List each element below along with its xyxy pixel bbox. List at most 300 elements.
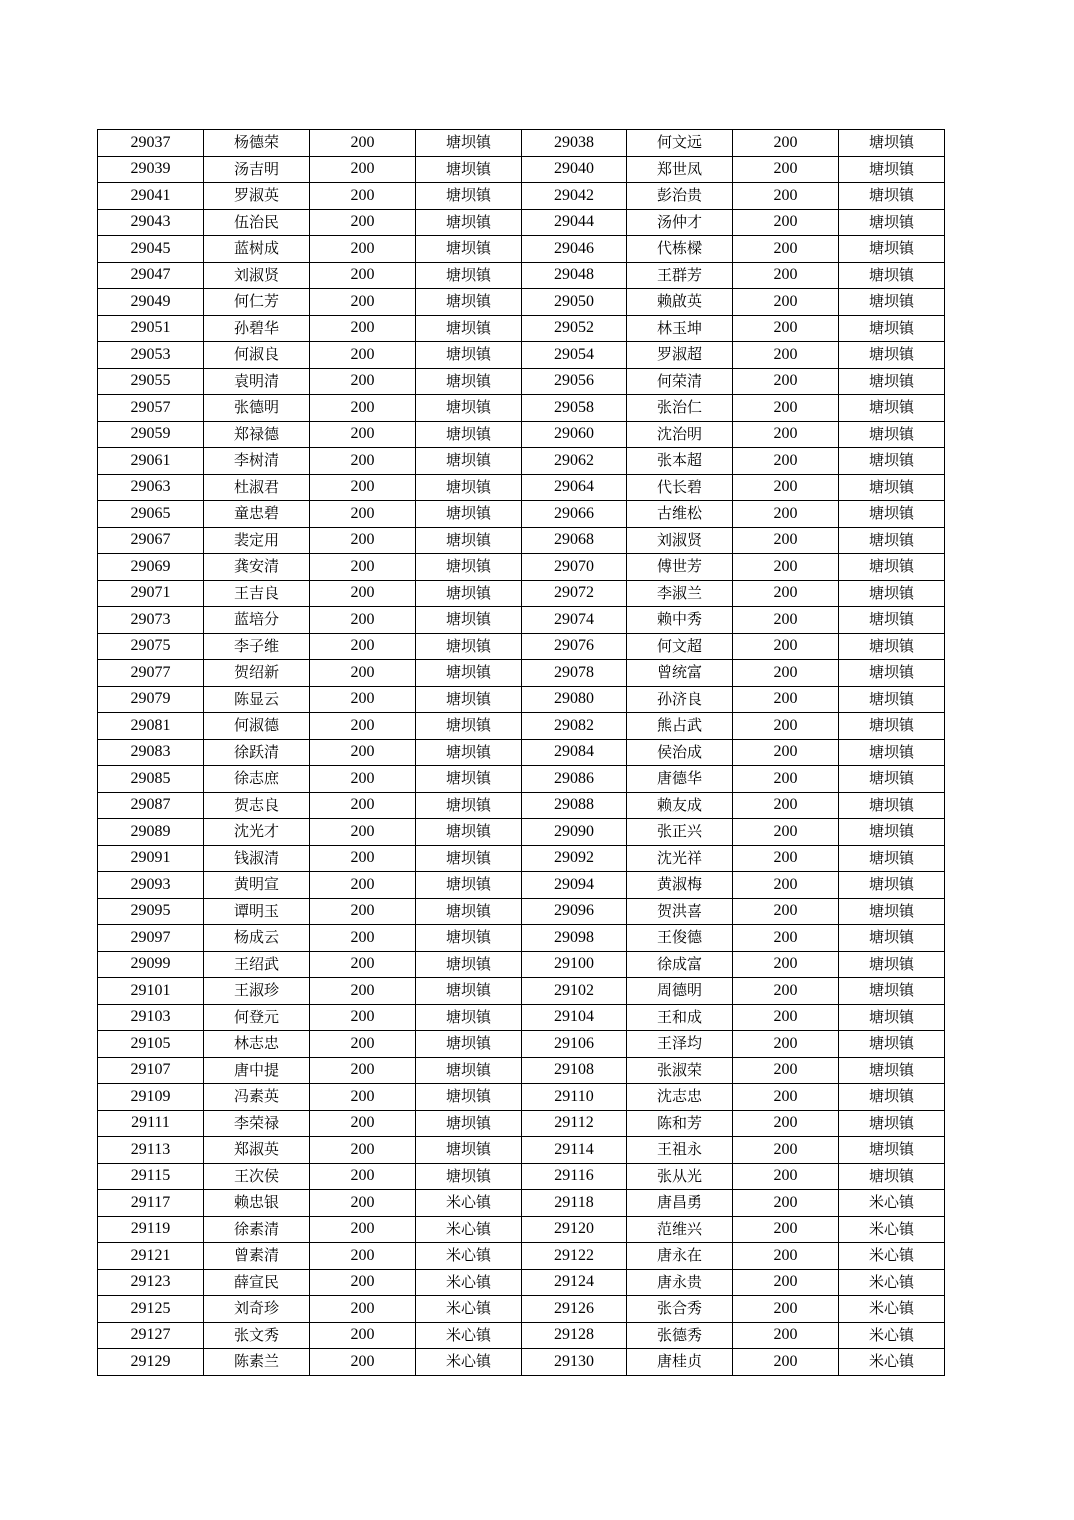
name-cell: 王祖永 [627, 1137, 733, 1164]
id-cell: 29075 [98, 633, 204, 660]
id-cell: 29081 [98, 713, 204, 740]
amount-cell: 200 [310, 1190, 416, 1217]
id-cell: 29124 [522, 1269, 627, 1296]
name-cell: 童忠碧 [204, 501, 310, 528]
id-cell: 29095 [98, 898, 204, 925]
name-cell: 杜淑君 [204, 474, 310, 501]
table-row [98, 368, 945, 395]
id-cell: 29105 [98, 1031, 204, 1058]
name-cell: 杨成云 [204, 925, 310, 952]
id-cell: 29074 [522, 607, 627, 634]
id-cell: 29085 [98, 766, 204, 793]
table-row [98, 580, 945, 607]
town-cell: 塘坝镇 [416, 739, 522, 766]
town-cell: 塘坝镇 [416, 1057, 522, 1084]
amount-cell: 200 [310, 183, 416, 210]
amount-cell: 200 [310, 368, 416, 395]
amount-cell: 200 [310, 342, 416, 369]
name-cell: 袁明清 [204, 368, 310, 395]
table-row [98, 1349, 945, 1376]
name-cell: 王群芳 [627, 262, 733, 289]
table-row [98, 289, 945, 316]
amount-cell: 200 [733, 739, 839, 766]
id-cell: 29056 [522, 368, 627, 395]
id-cell: 29071 [98, 580, 204, 607]
town-cell: 米心镇 [839, 1243, 945, 1270]
town-cell: 塘坝镇 [839, 156, 945, 183]
town-cell: 塘坝镇 [839, 713, 945, 740]
name-cell: 何淑德 [204, 713, 310, 740]
town-cell: 塘坝镇 [839, 262, 945, 289]
table-body [98, 130, 945, 1376]
table-row [98, 686, 945, 713]
amount-cell: 200 [310, 1163, 416, 1190]
table-row [98, 183, 945, 210]
amount-cell: 200 [733, 872, 839, 899]
id-cell: 29118 [522, 1190, 627, 1217]
id-cell: 29048 [522, 262, 627, 289]
table-row [98, 421, 945, 448]
town-cell: 塘坝镇 [416, 978, 522, 1005]
amount-cell: 200 [733, 951, 839, 978]
town-cell: 塘坝镇 [416, 474, 522, 501]
name-cell: 曾素清 [204, 1243, 310, 1270]
amount-cell: 200 [310, 209, 416, 236]
name-cell: 蓝树成 [204, 236, 310, 263]
town-cell: 米心镇 [416, 1322, 522, 1349]
table-row [98, 448, 945, 475]
id-cell: 29093 [98, 872, 204, 899]
amount-cell: 200 [733, 501, 839, 528]
town-cell: 米心镇 [839, 1190, 945, 1217]
town-cell: 塘坝镇 [416, 527, 522, 554]
amount-cell: 200 [733, 1322, 839, 1349]
town-cell: 塘坝镇 [839, 1110, 945, 1137]
town-cell: 塘坝镇 [839, 395, 945, 422]
amount-cell: 200 [310, 1216, 416, 1243]
amount-cell: 200 [310, 1137, 416, 1164]
amount-cell: 200 [733, 368, 839, 395]
amount-cell: 200 [733, 898, 839, 925]
name-cell: 何文远 [627, 130, 733, 157]
table-row [98, 527, 945, 554]
name-cell: 沈光才 [204, 819, 310, 846]
name-cell: 赖中秀 [627, 607, 733, 634]
town-cell: 塘坝镇 [416, 209, 522, 236]
table-row [98, 713, 945, 740]
amount-cell: 200 [310, 607, 416, 634]
amount-cell: 200 [310, 1296, 416, 1323]
id-cell: 29044 [522, 209, 627, 236]
id-cell: 29089 [98, 819, 204, 846]
town-cell: 塘坝镇 [839, 474, 945, 501]
amount-cell: 200 [733, 130, 839, 157]
name-cell: 刘淑贤 [627, 527, 733, 554]
name-cell: 唐永在 [627, 1243, 733, 1270]
town-cell: 塘坝镇 [839, 845, 945, 872]
amount-cell: 200 [733, 156, 839, 183]
name-cell: 伍治民 [204, 209, 310, 236]
amount-cell: 200 [310, 580, 416, 607]
town-cell: 塘坝镇 [416, 766, 522, 793]
id-cell: 29086 [522, 766, 627, 793]
id-cell: 29072 [522, 580, 627, 607]
id-cell: 29116 [522, 1163, 627, 1190]
amount-cell: 200 [310, 448, 416, 475]
id-cell: 29098 [522, 925, 627, 952]
amount-cell: 200 [733, 686, 839, 713]
name-cell: 张治仁 [627, 395, 733, 422]
name-cell: 郑禄德 [204, 421, 310, 448]
amount-cell: 200 [733, 236, 839, 263]
id-cell: 29051 [98, 315, 204, 342]
amount-cell: 200 [733, 1110, 839, 1137]
name-cell: 张淑荣 [627, 1057, 733, 1084]
id-cell: 29058 [522, 395, 627, 422]
town-cell: 塘坝镇 [416, 421, 522, 448]
id-cell: 29037 [98, 130, 204, 157]
name-cell: 孙济良 [627, 686, 733, 713]
table-row [98, 1057, 945, 1084]
table-row [98, 501, 945, 528]
town-cell: 塘坝镇 [416, 262, 522, 289]
name-cell: 贺洪喜 [627, 898, 733, 925]
id-cell: 29043 [98, 209, 204, 236]
town-cell: 塘坝镇 [416, 1110, 522, 1137]
name-cell: 张从光 [627, 1163, 733, 1190]
table-row [98, 925, 945, 952]
amount-cell: 200 [733, 1163, 839, 1190]
town-cell: 塘坝镇 [839, 819, 945, 846]
town-cell: 塘坝镇 [416, 342, 522, 369]
town-cell: 塘坝镇 [416, 951, 522, 978]
town-cell: 塘坝镇 [839, 766, 945, 793]
id-cell: 29109 [98, 1084, 204, 1111]
id-cell: 29113 [98, 1137, 204, 1164]
table-row [98, 1031, 945, 1058]
id-cell: 29106 [522, 1031, 627, 1058]
amount-cell: 200 [310, 236, 416, 263]
amount-cell: 200 [733, 1349, 839, 1376]
amount-cell: 200 [733, 1137, 839, 1164]
name-cell: 徐跃清 [204, 739, 310, 766]
amount-cell: 200 [733, 1031, 839, 1058]
town-cell: 塘坝镇 [416, 898, 522, 925]
amount-cell: 200 [733, 395, 839, 422]
name-cell: 张德秀 [627, 1322, 733, 1349]
table-row [98, 660, 945, 687]
town-cell: 米心镇 [416, 1216, 522, 1243]
id-cell: 29054 [522, 342, 627, 369]
table-row [98, 898, 945, 925]
amount-cell: 200 [310, 1349, 416, 1376]
town-cell: 塘坝镇 [416, 872, 522, 899]
amount-cell: 200 [733, 792, 839, 819]
amount-cell: 200 [310, 1084, 416, 1111]
id-cell: 29038 [522, 130, 627, 157]
name-cell: 刘奇珍 [204, 1296, 310, 1323]
id-cell: 29041 [98, 183, 204, 210]
amount-cell: 200 [733, 1216, 839, 1243]
id-cell: 29053 [98, 342, 204, 369]
town-cell: 塘坝镇 [416, 236, 522, 263]
name-cell: 何仁芳 [204, 289, 310, 316]
table-row [98, 792, 945, 819]
town-cell: 塘坝镇 [416, 1004, 522, 1031]
town-cell: 塘坝镇 [839, 1137, 945, 1164]
town-cell: 塘坝镇 [839, 607, 945, 634]
name-cell: 唐德华 [627, 766, 733, 793]
town-cell: 米心镇 [416, 1243, 522, 1270]
name-cell: 陈素兰 [204, 1349, 310, 1376]
amount-cell: 200 [733, 448, 839, 475]
town-cell: 塘坝镇 [839, 1031, 945, 1058]
id-cell: 29068 [522, 527, 627, 554]
amount-cell: 200 [733, 183, 839, 210]
name-cell: 林玉坤 [627, 315, 733, 342]
table-row [98, 130, 945, 157]
amount-cell: 200 [733, 925, 839, 952]
id-cell: 29049 [98, 289, 204, 316]
id-cell: 29096 [522, 898, 627, 925]
town-cell: 塘坝镇 [416, 448, 522, 475]
table-row [98, 554, 945, 581]
town-cell: 塘坝镇 [839, 580, 945, 607]
name-cell: 汤吉明 [204, 156, 310, 183]
id-cell: 29125 [98, 1296, 204, 1323]
name-cell: 郑淑英 [204, 1137, 310, 1164]
table-row [98, 315, 945, 342]
id-cell: 29046 [522, 236, 627, 263]
id-cell: 29099 [98, 951, 204, 978]
town-cell: 塘坝镇 [416, 660, 522, 687]
table-row [98, 1243, 945, 1270]
name-cell: 王俊德 [627, 925, 733, 952]
name-cell: 徐志庶 [204, 766, 310, 793]
amount-cell: 200 [733, 554, 839, 581]
table-row [98, 262, 945, 289]
town-cell: 塘坝镇 [416, 819, 522, 846]
amount-cell: 200 [310, 925, 416, 952]
town-cell: 塘坝镇 [416, 395, 522, 422]
town-cell: 塘坝镇 [839, 1057, 945, 1084]
id-cell: 29061 [98, 448, 204, 475]
amount-cell: 200 [733, 660, 839, 687]
amount-cell: 200 [310, 1031, 416, 1058]
amount-cell: 200 [310, 527, 416, 554]
name-cell: 何荣清 [627, 368, 733, 395]
id-cell: 29060 [522, 421, 627, 448]
name-cell: 张德明 [204, 395, 310, 422]
table-row [98, 819, 945, 846]
town-cell: 塘坝镇 [839, 925, 945, 952]
table-row [98, 1110, 945, 1137]
id-cell: 29077 [98, 660, 204, 687]
name-cell: 王泽均 [627, 1031, 733, 1058]
town-cell: 米心镇 [839, 1216, 945, 1243]
id-cell: 29070 [522, 554, 627, 581]
name-cell: 徐成富 [627, 951, 733, 978]
name-cell: 贺绍新 [204, 660, 310, 687]
id-cell: 29080 [522, 686, 627, 713]
name-cell: 彭治贵 [627, 183, 733, 210]
amount-cell: 200 [310, 1004, 416, 1031]
town-cell: 塘坝镇 [839, 739, 945, 766]
id-cell: 29122 [522, 1243, 627, 1270]
amount-cell: 200 [733, 607, 839, 634]
name-cell: 蓝培分 [204, 607, 310, 634]
table-row [98, 1190, 945, 1217]
id-cell: 29127 [98, 1322, 204, 1349]
name-cell: 王次侯 [204, 1163, 310, 1190]
name-cell: 杨德荣 [204, 130, 310, 157]
name-cell: 唐桂贞 [627, 1349, 733, 1376]
amount-cell: 200 [733, 474, 839, 501]
id-cell: 29082 [522, 713, 627, 740]
id-cell: 29076 [522, 633, 627, 660]
name-cell: 王和成 [627, 1004, 733, 1031]
amount-cell: 200 [310, 554, 416, 581]
id-cell: 29103 [98, 1004, 204, 1031]
table-row [98, 1163, 945, 1190]
table-row [98, 1269, 945, 1296]
town-cell: 塘坝镇 [416, 1163, 522, 1190]
town-cell: 塘坝镇 [839, 1004, 945, 1031]
amount-cell: 200 [310, 766, 416, 793]
data-table [97, 129, 945, 1376]
amount-cell: 200 [310, 289, 416, 316]
id-cell: 29063 [98, 474, 204, 501]
amount-cell: 200 [733, 713, 839, 740]
name-cell: 张文秀 [204, 1322, 310, 1349]
table-row [98, 1004, 945, 1031]
name-cell: 罗淑超 [627, 342, 733, 369]
table-row [98, 739, 945, 766]
name-cell: 黄淑梅 [627, 872, 733, 899]
table-row [98, 209, 945, 236]
id-cell: 29057 [98, 395, 204, 422]
name-cell: 沈志忠 [627, 1084, 733, 1111]
amount-cell: 200 [310, 898, 416, 925]
id-cell: 29120 [522, 1216, 627, 1243]
town-cell: 米心镇 [416, 1349, 522, 1376]
id-cell: 29088 [522, 792, 627, 819]
amount-cell: 200 [310, 872, 416, 899]
amount-cell: 200 [733, 1057, 839, 1084]
town-cell: 塘坝镇 [416, 713, 522, 740]
table-row [98, 766, 945, 793]
amount-cell: 200 [733, 978, 839, 1005]
town-cell: 塘坝镇 [839, 368, 945, 395]
name-cell: 郑世凤 [627, 156, 733, 183]
town-cell: 塘坝镇 [416, 792, 522, 819]
town-cell: 米心镇 [839, 1296, 945, 1323]
name-cell: 王淑珍 [204, 978, 310, 1005]
name-cell: 周德明 [627, 978, 733, 1005]
name-cell: 侯治成 [627, 739, 733, 766]
amount-cell: 200 [310, 739, 416, 766]
name-cell: 谭明玉 [204, 898, 310, 925]
id-cell: 29066 [522, 501, 627, 528]
town-cell: 塘坝镇 [839, 660, 945, 687]
id-cell: 29055 [98, 368, 204, 395]
id-cell: 29084 [522, 739, 627, 766]
name-cell: 钱淑清 [204, 845, 310, 872]
id-cell: 29097 [98, 925, 204, 952]
name-cell: 张本超 [627, 448, 733, 475]
amount-cell: 200 [310, 501, 416, 528]
amount-cell: 200 [310, 633, 416, 660]
id-cell: 29094 [522, 872, 627, 899]
name-cell: 陈显云 [204, 686, 310, 713]
town-cell: 塘坝镇 [416, 156, 522, 183]
town-cell: 米心镇 [839, 1269, 945, 1296]
table-row [98, 633, 945, 660]
id-cell: 29121 [98, 1243, 204, 1270]
id-cell: 29062 [522, 448, 627, 475]
name-cell: 王绍武 [204, 951, 310, 978]
amount-cell: 200 [733, 1243, 839, 1270]
amount-cell: 200 [733, 527, 839, 554]
town-cell: 塘坝镇 [839, 448, 945, 475]
table-row [98, 395, 945, 422]
id-cell: 29114 [522, 1137, 627, 1164]
id-cell: 29130 [522, 1349, 627, 1376]
town-cell: 塘坝镇 [416, 130, 522, 157]
amount-cell: 200 [733, 209, 839, 236]
town-cell: 塘坝镇 [416, 925, 522, 952]
town-cell: 塘坝镇 [416, 607, 522, 634]
name-cell: 裴定用 [204, 527, 310, 554]
amount-cell: 200 [310, 1110, 416, 1137]
id-cell: 29067 [98, 527, 204, 554]
id-cell: 29129 [98, 1349, 204, 1376]
town-cell: 塘坝镇 [839, 527, 945, 554]
name-cell: 张合秀 [627, 1296, 733, 1323]
town-cell: 塘坝镇 [416, 845, 522, 872]
town-cell: 米心镇 [416, 1269, 522, 1296]
id-cell: 29111 [98, 1110, 204, 1137]
town-cell: 塘坝镇 [839, 554, 945, 581]
amount-cell: 200 [733, 1269, 839, 1296]
id-cell: 29128 [522, 1322, 627, 1349]
name-cell: 李子维 [204, 633, 310, 660]
id-cell: 29087 [98, 792, 204, 819]
town-cell: 塘坝镇 [416, 686, 522, 713]
amount-cell: 200 [310, 315, 416, 342]
name-cell: 徐素清 [204, 1216, 310, 1243]
id-cell: 29078 [522, 660, 627, 687]
town-cell: 米心镇 [416, 1296, 522, 1323]
id-cell: 29064 [522, 474, 627, 501]
amount-cell: 200 [310, 262, 416, 289]
name-cell: 傅世芳 [627, 554, 733, 581]
town-cell: 塘坝镇 [416, 1084, 522, 1111]
name-cell: 刘淑贤 [204, 262, 310, 289]
amount-cell: 200 [733, 766, 839, 793]
id-cell: 29112 [522, 1110, 627, 1137]
id-cell: 29119 [98, 1216, 204, 1243]
amount-cell: 200 [733, 262, 839, 289]
name-cell: 范维兴 [627, 1216, 733, 1243]
table-row [98, 474, 945, 501]
table-row [98, 1137, 945, 1164]
amount-cell: 200 [310, 845, 416, 872]
town-cell: 米心镇 [416, 1190, 522, 1217]
town-cell: 塘坝镇 [839, 130, 945, 157]
name-cell: 唐永贵 [627, 1269, 733, 1296]
table-row [98, 1322, 945, 1349]
